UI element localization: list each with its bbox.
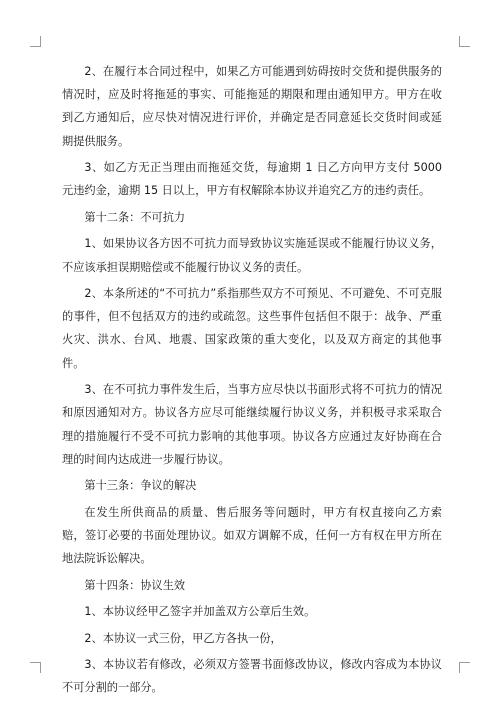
paragraph-force-majeure-3: 3、在不可抗力事件发生后，当事方应尽快以书面形式将不可抗力的情况和原因通知对方。协议各方应尽可能继续履行协议义务，并积极寻求采取合理的措施履行不受不可抗力影响的其他事项。协议各方应通过友好协商在合理的时间内达成进一步履行协议。 xyxy=(62,383,442,466)
section-heading-force-majeure: 第十二条：不可抗力 xyxy=(84,210,186,224)
section-heading-effectiveness: 第十四条：协议生效 xyxy=(84,578,186,592)
paragraph-effectiveness-3: 3、本协议若有修改，必须双方签署书面修改协议，修改内容成为本协议不可分割的一部分。 xyxy=(62,658,442,695)
crop-mark-bottom-right xyxy=(459,662,470,673)
paragraph-force-majeure-2: 2、本条所述的“不可抗力”系指那些双方不可预见、不可避免、不可克服的事件，但不包括双方的违约或疏忽。这些事件包括但不限于：战争、严重火灾、洪水、台风、地震、国家政策的重大变化，以及双方商定的其他事件。 xyxy=(62,287,442,370)
crop-mark-bottom-left xyxy=(30,662,41,673)
paragraph-late-penalty: 3、如乙方无正当理由而拖延交货，每逾期 1 日乙方向甲方支付 5000 元违约金，逾期 15 日以上，甲方有权解除本协议并追究乙方的违约责任。 xyxy=(62,161,442,198)
crop-mark-top-left xyxy=(30,36,41,47)
crop-mark-top-right xyxy=(459,36,470,47)
paragraph-effectiveness-1: 1、本协议经甲乙签字并加盖双方公章后生效。 xyxy=(84,605,316,619)
paragraph-effectiveness-2: 2、本协议一式三份，甲乙方各执一份， xyxy=(84,631,282,645)
paragraph-dispute: 在发生所供商品的质量、售后服务等问题时，甲方有权直接向乙方索赔，签订必要的书面处理协议。如双方调解不成，任何一方有权在甲方所在地法院诉讼解决。 xyxy=(62,505,442,566)
section-heading-dispute: 第十三条：争议的解决 xyxy=(84,479,197,493)
paragraph-delay-notice: 2、在履行本合同过程中，如果乙方可能遇到妨碍按时交货和提供服务的情况时，应及时将拖延的事实、可能拖延的期限和理由通知甲方。甲方在收到乙方通知后，应尽快对情况进行评价，并确定是否同意延长交货时间或延期提供服务。 xyxy=(62,65,442,148)
document-body xyxy=(62,60,442,703)
paragraph-force-majeure-1: 1、如果协议各方因不可抗力而导致协议实施延误或不能履行协议义务，不应该承担误期赔偿或不能履行协议义务的责任。 xyxy=(62,237,442,274)
